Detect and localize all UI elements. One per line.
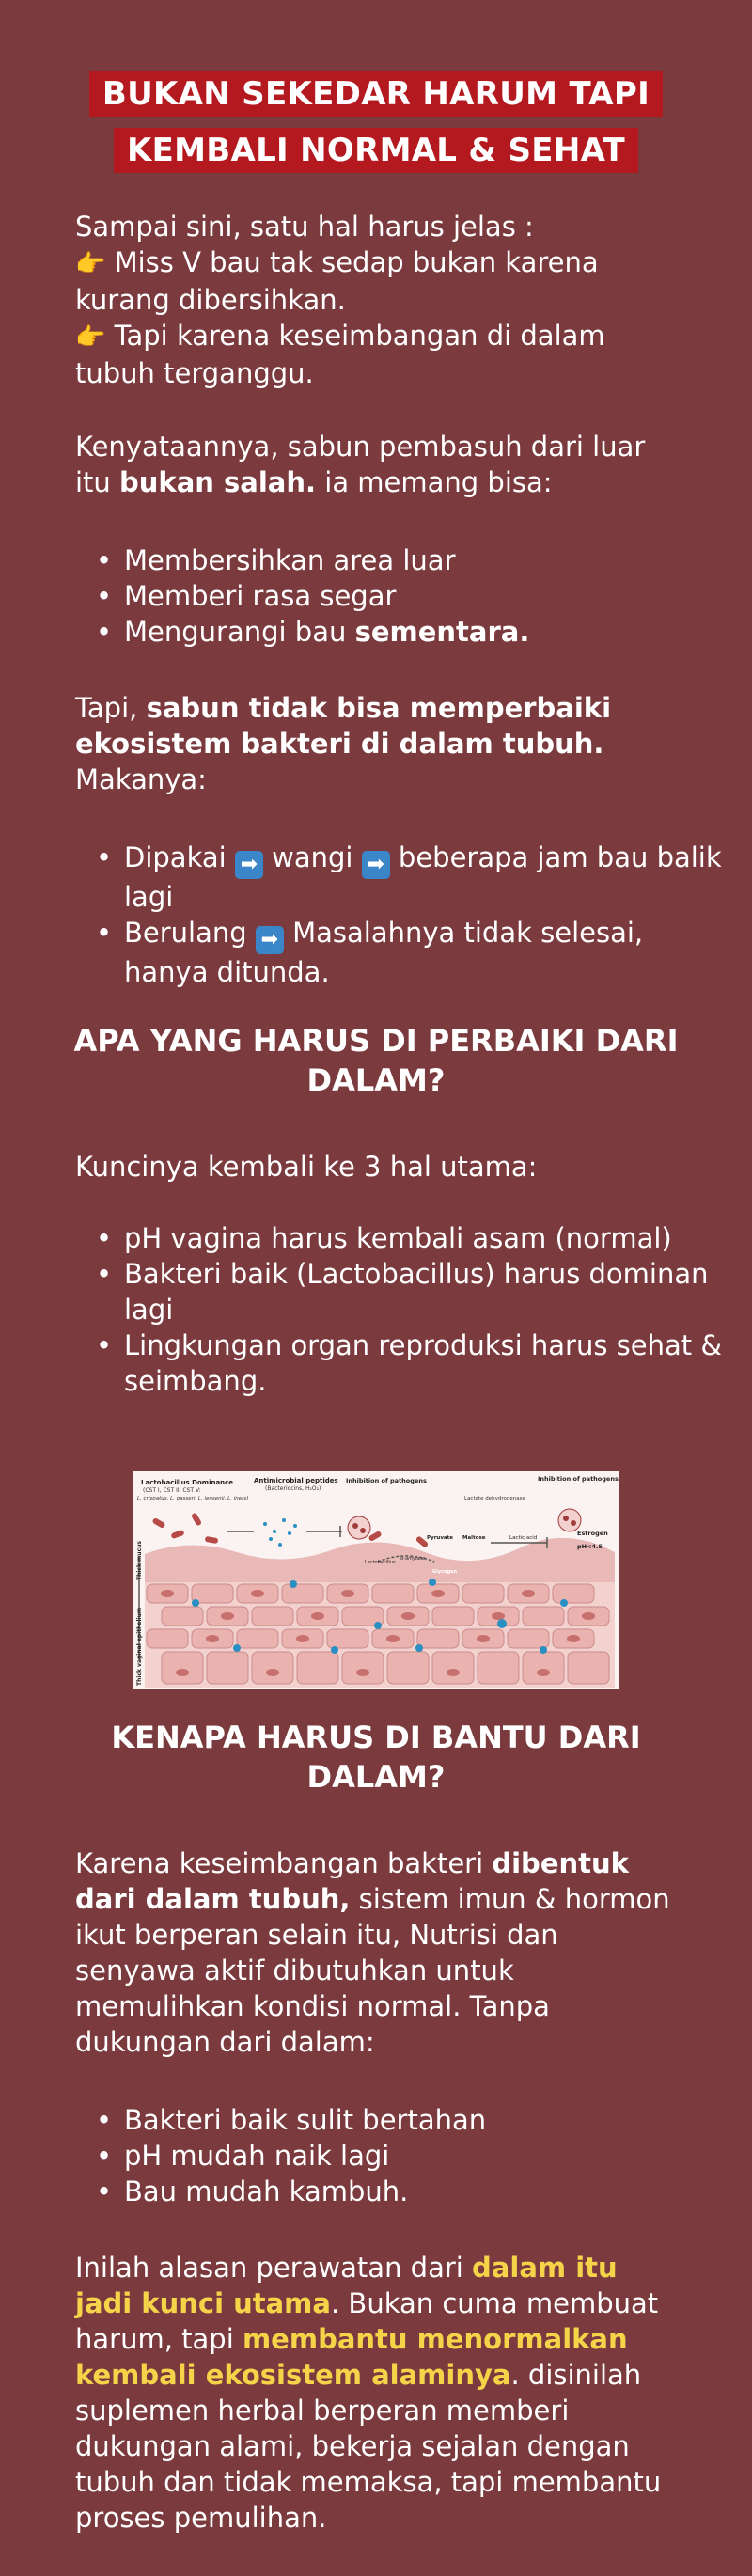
diagram-label: pH<4.5 xyxy=(577,1543,603,1550)
list-item: • Bakteri baik (Lactobacillus) harus dominan lagi xyxy=(124,1256,726,1327)
list-item: • Memberi rasa segar xyxy=(124,578,726,614)
diagram-label: Lactobacillus xyxy=(365,1560,396,1565)
list-item-text: beberapa jam bau balik lagi xyxy=(124,841,722,913)
intro-line1: Sampai sini, satu hal harus jelas : xyxy=(75,211,534,243)
list-item xyxy=(124,915,726,990)
conclusion-highlight-2: membantu menormalkan kembali ekosistem alaminya xyxy=(75,2323,628,2391)
list-item: • pH vagina harus kembali asam (normal) xyxy=(124,1220,726,1256)
limitation-text-c: Makanya: xyxy=(75,763,207,795)
reason-text-c: sistem imun & hormon ikut berperan selain itu, Nutrisi dan senyawa aktif dibutuhkan untuk memulihkan kondisi normal. Tanpa dukungan dari dalam: xyxy=(75,1883,670,2058)
list-item-text: wangi xyxy=(272,841,353,873)
reason-text-a: Karena keseimbangan bakteri xyxy=(75,1847,493,1879)
cycle-list xyxy=(75,840,726,990)
diagram-label: Estrogen xyxy=(577,1530,608,1537)
diagram-label: Inhibition of pathogens xyxy=(346,1477,427,1484)
title-banner-line2: KEMBALI NORMAL & SEHAT xyxy=(114,128,638,173)
diagram-label: Thick mucus xyxy=(136,1541,143,1580)
list-item xyxy=(124,614,726,650)
limitation-text-a: Tapi, xyxy=(75,692,147,724)
reason-text-bold: dibentuk dari dalam tubuh, xyxy=(75,1847,629,1915)
list-item: • Bakteri baik sulit bertahan xyxy=(124,2102,726,2138)
key-points-text: Kuncinya kembali ke 3 hal utama: xyxy=(75,1151,538,1183)
diagram-label: (Bacteriocins, H₂O₂) xyxy=(265,1485,321,1492)
conclusion-text-e: . disinilah suplemen herbal berperan memberi dukungan alami, bekerja sejalan dengan tubuh dan tidak memaksa, tapi membantu proses pemulihan. xyxy=(75,2359,662,2534)
right-arrow-icon: ➡ xyxy=(256,926,284,954)
list-item-text: Mengurangi bau xyxy=(124,616,355,648)
diagram-label: Pyruvate xyxy=(427,1535,454,1541)
list-item-text: Masalahnya tidak selesai, hanya ditunda. xyxy=(124,917,644,988)
diagram-label: Lactic acid xyxy=(509,1535,538,1541)
conclusion-highlight-1: dalam itu jadi kunci utama xyxy=(75,2252,618,2319)
pointing-hand-icon: 👉 xyxy=(75,250,106,278)
key-points-list xyxy=(75,1220,726,1399)
diagram-label: Lactobacillus Dominance xyxy=(141,1479,234,1486)
diagram-label: α-amylase xyxy=(400,1556,426,1562)
title-banner-line1: BUKAN SEKEDAR HARUM TAPI xyxy=(89,71,663,117)
epithelium-cells xyxy=(145,1579,615,1688)
diagram-illustration xyxy=(133,1471,619,1689)
conclusion-paragraph xyxy=(75,2250,677,2536)
list-item-text: Berulang xyxy=(124,917,247,949)
diagram-label: L. crispatus, L. gasseri, L. jensenii, L. iners) xyxy=(137,1496,249,1501)
list-item-bold: sementara. xyxy=(354,616,530,648)
limitation-paragraph xyxy=(75,690,677,797)
intro-line3-text: Tapi karena keseimbangan di dalam tubuh terganggu. xyxy=(75,320,605,389)
diagram-label: Glycogen xyxy=(432,1569,458,1575)
diagram-label: Lactate dehydrogenase xyxy=(464,1496,525,1501)
section-heading-why-from-inside: KENAPA HARUS DI BANTU DARI DALAM? xyxy=(111,1720,641,1795)
intro-paragraph xyxy=(75,209,677,391)
list-item xyxy=(124,840,726,915)
limitation-text-bold: sabun tidak bisa memperbaiki ekosistem bakteri di dalam tubuh. xyxy=(75,692,612,760)
conclusion-text-c: . Bukan cuma membuat harum, tapi xyxy=(75,2287,659,2355)
intro-line2 xyxy=(75,244,677,318)
right-arrow-icon: ➡ xyxy=(362,851,390,879)
conclusion-text-a: Inilah alasan perawatan dari xyxy=(75,2252,473,2284)
soap-text-a: Kenyataannya, sabun pembasuh dari luar itu xyxy=(75,431,646,498)
diagram-label: Antimicrobial peptides xyxy=(254,1477,338,1484)
without-support-list xyxy=(75,2102,726,2209)
list-item: • Bau mudah kambuh. xyxy=(124,2174,726,2209)
list-item: • Lingkungan organ reproduksi harus sehat & seimbang. xyxy=(124,1327,726,1399)
diagram-label: Inhibition of pathogens xyxy=(538,1475,619,1483)
soap-paragraph xyxy=(75,429,677,500)
soap-benefits-list xyxy=(75,542,726,650)
diagram-label: Maltose xyxy=(462,1535,486,1541)
diagram-label: (CST I, CST II, CST V: xyxy=(143,1487,201,1494)
soap-text-c: ia memang bisa: xyxy=(316,466,553,498)
vaginal-microbiome-diagram xyxy=(133,1471,619,1689)
list-item: • Membersihkan area luar xyxy=(124,542,726,578)
soap-text-bold: bukan salah. xyxy=(119,466,317,498)
diagram-label: Thick vaginal epithelium xyxy=(136,1607,143,1686)
title-banner-line1-wrap xyxy=(0,71,752,117)
key-points-intro xyxy=(75,1149,677,1185)
list-item-text: Dipakai xyxy=(124,841,227,873)
reason-paragraph xyxy=(75,1846,677,2060)
intro-line3 xyxy=(75,318,677,391)
intro-line2-text: Miss V bau tak sedap bukan karena kurang dibersihkan. xyxy=(75,246,599,316)
pointing-hand-icon: 👉 xyxy=(75,323,106,352)
right-arrow-icon: ➡ xyxy=(235,851,263,879)
title-banner-line2-wrap xyxy=(0,128,752,173)
list-item: • pH mudah naik lagi xyxy=(124,2138,726,2174)
section-heading-fix-from-inside: APA YANG HARUS DI PERBAIKI DARI DALAM? xyxy=(73,1023,679,1098)
